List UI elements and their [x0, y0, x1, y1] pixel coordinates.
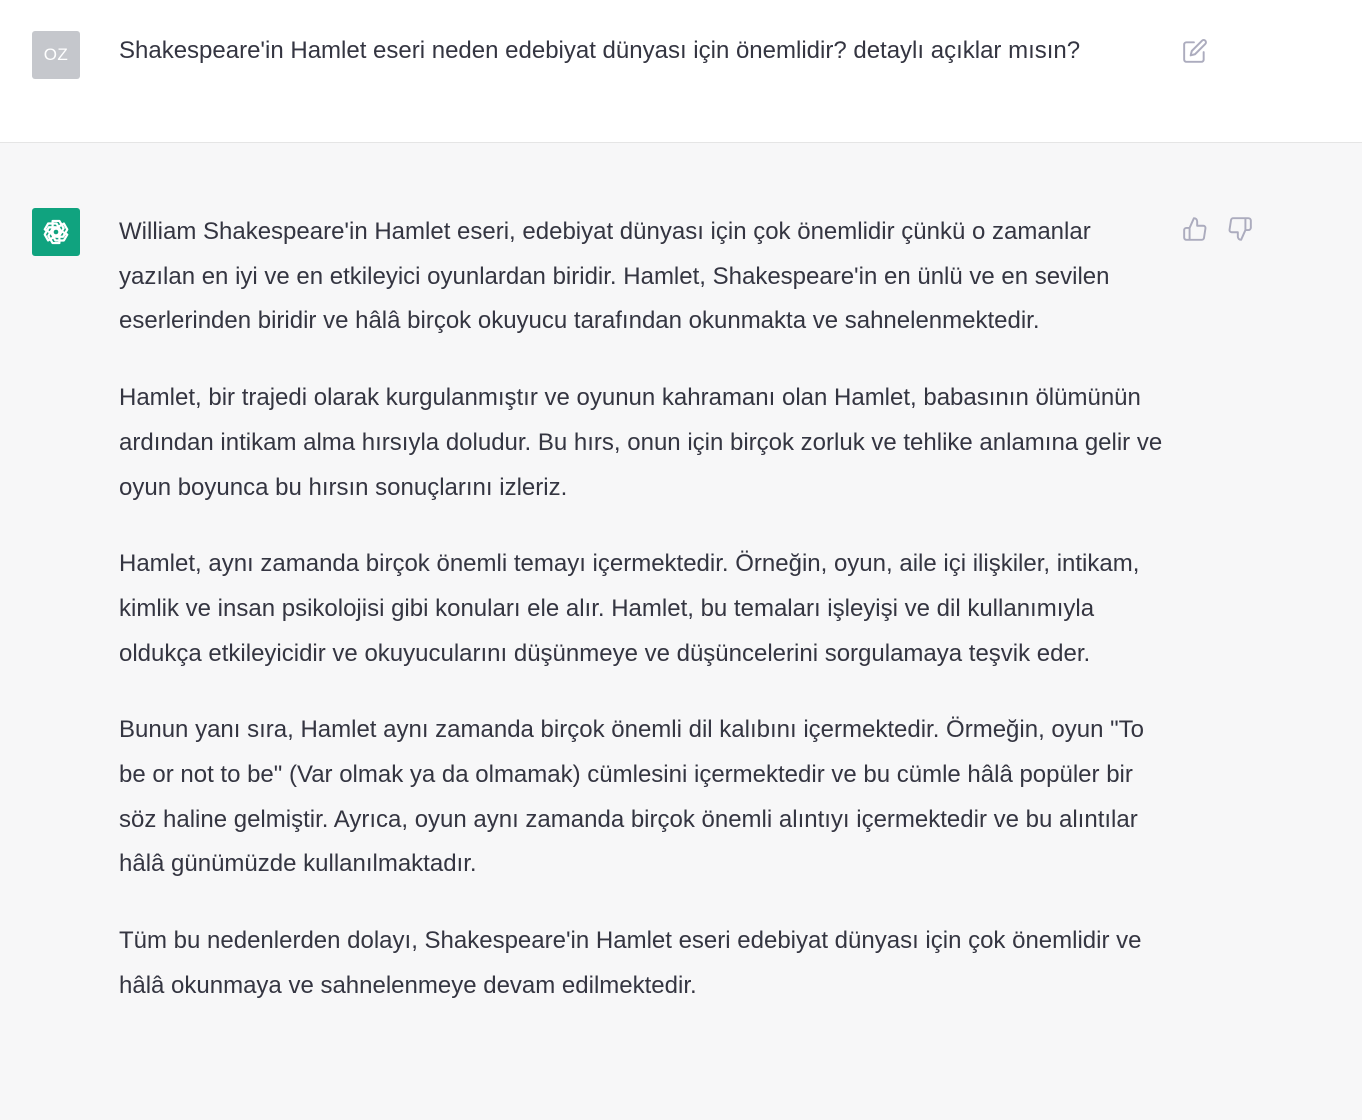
assistant-avatar [32, 208, 80, 256]
user-message-text: Shakespeare'in Hamlet eseri neden edebiyat dünyası için önemlidir? detaylı açıklar mısın? [119, 37, 1081, 64]
edit-message-button[interactable] [1181, 37, 1209, 65]
thumbs-down-button[interactable] [1226, 215, 1254, 243]
user-message-row [0, 0, 1362, 143]
answer-paragraph: Tüm bu nedenlerden dolayı, Shakespeare'in Hamlet eseri edebiyat dünyası için çok önemlidir ve hâlâ okunmaya ve sahnelenmeye devam edilmektedir. [119, 927, 1142, 999]
openai-logo-icon [39, 215, 73, 249]
answer-paragraph: Hamlet, aynı zamanda birçok önemli temayı içermektedir. Örneğin, oyun, aile içi ilişkiler, intikam, kimlik ve insan psikolojisi gibi konuları ele alır. Hamlet, bu temaları işleyişi ve dil kullanımıyla oldukça etkileyicidir ve okuyucularını düşünmeye ve düşüncelerini sorgulamaya teşvik eder. [119, 550, 1140, 667]
user-avatar [32, 31, 80, 79]
answer-paragraph: William Shakespeare'in Hamlet eseri, edebiyat dünyası için çok önemlidir çünkü o zamanlar yazılan en iyi ve en etkileyici oyunlardan biridir. Hamlet, Shakespeare'in en ünlü ve en sevilen eserlerinden biridir ve hâlâ birçok okuyucu tarafından okunmakta ve sahnelenmektedir. [119, 218, 1110, 335]
answer-paragraph: Hamlet, bir trajedi olarak kurgulanmıştır ve oyunun kahramanı olan Hamlet, babasının ölümünün ardından intikam alma hırsıyla doludur. Bu hırs, onun için birçok zorluk ve tehlike anlamına gelir ve oyun boyunca bu hırsın sonuçlarını izleriz. [119, 384, 1163, 501]
thumbs-up-button[interactable] [1181, 215, 1209, 243]
edit-icon [1182, 38, 1208, 64]
assistant-message-text [119, 210, 1164, 1041]
user-avatar-initials: OZ [43, 45, 69, 64]
answer-paragraph: Bunun yanı sıra, Hamlet aynı zamanda birçok önemli dil kalıbını içermektedir. Örmeğin, oyun "To be or not to be" (Var olmak ya da olmamak) cümlesini içermektedir ve bu cümle hâlâ popüler bir söz haline gelmiştir. Ayrıca, oyun aynı zamanda birçok önemli alıntıyı içermektedir ve bu alıntılar hâlâ günümüzde kullanılmaktadır. [119, 716, 1144, 878]
thumbs-up-icon [1182, 216, 1208, 242]
thumbs-down-icon [1227, 216, 1253, 242]
assistant-message-row [0, 143, 1362, 1120]
